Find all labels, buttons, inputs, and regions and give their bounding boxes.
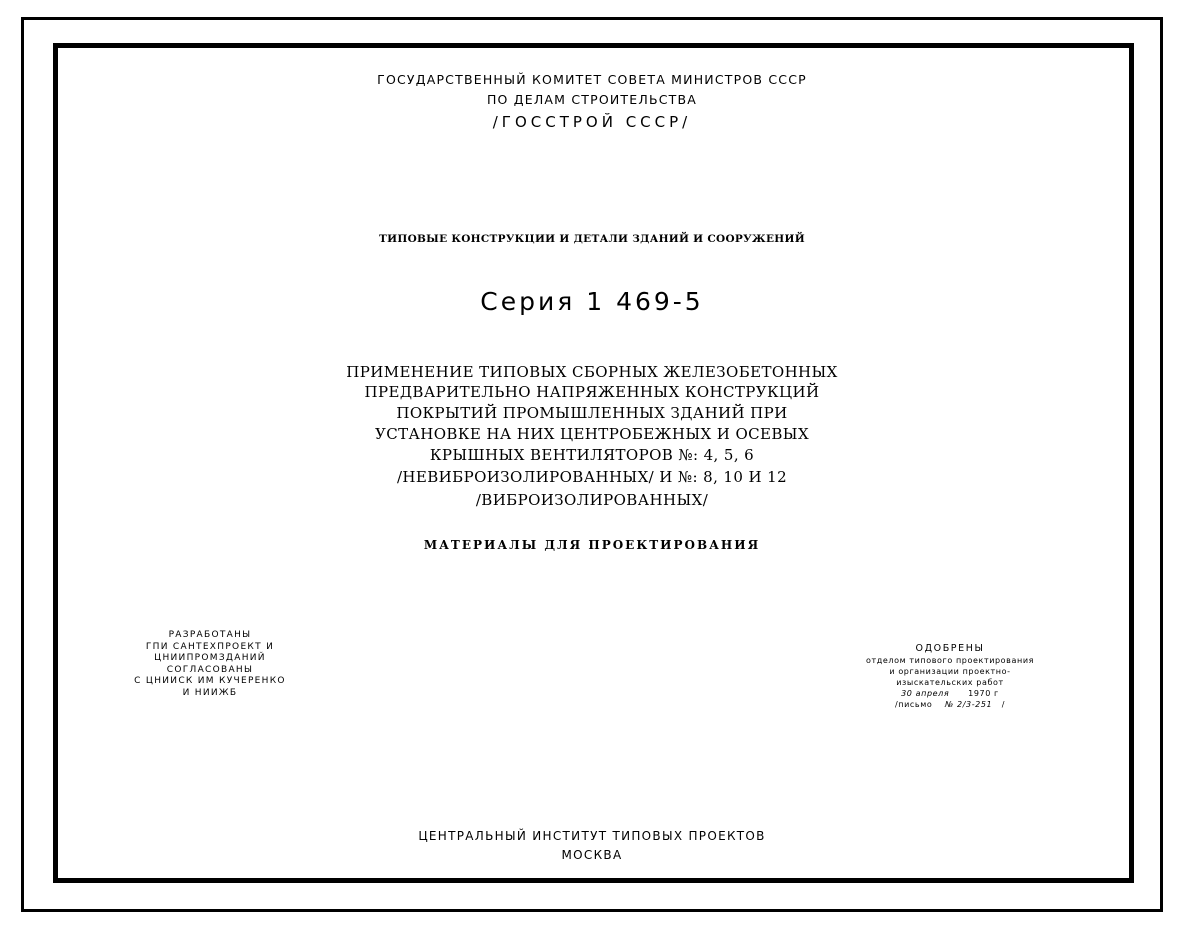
description-line: УСТАНОВКЕ НА НИХ ЦЕНТРОБЕЖНЫХ И ОСЕВЫХ [374,425,810,443]
description-line: ПОКРЫТИЙ ПРОМЫШЛЕННЫХ ЗДАНИЙ ПРИ [396,404,788,422]
approved-letter-close: / [1001,700,1005,709]
header-gosstroy: /ГОССТРОЙ СССР/ [492,113,692,131]
header-construction: ПО ДЕЛАМ СТРОИТЕЛЬСТВА [486,92,698,107]
description-line: КРЫШНЫХ ВЕНТИЛЯТОРОВ №: 4, 5, 6 [429,446,755,464]
description-line: ПРЕДВАРИТЕЛЬНО НАПРЯЖЕННЫХ КОНСТРУКЦИЙ [364,383,820,401]
developed-line: СОГЛАСОВАНЫ [166,664,254,675]
approved-block [800,643,1100,710]
footer-city: МОСКВА [561,848,623,862]
description-line: ПРИМЕНЕНИЕ ТИПОВЫХ СБОРНЫХ ЖЕЛЕЗОБЕТОННЫХ [346,363,838,381]
approved-date [800,688,1100,699]
materials-label: МАТЕРИАЛЫ ДЛЯ ПРОЕКТИРОВАНИЯ [423,538,761,552]
footer-institute: ЦЕНТРАЛЬНЫЙ ИНСТИТУТ ТИПОВЫХ ПРОЕКТОВ [418,829,766,843]
series-title: Серия 1 469-5 [480,287,704,316]
description-line: /ВИБРОИЗОЛИРОВАННЫХ/ [475,491,709,509]
approved-line: изыскательских работ [896,678,1004,687]
developed-line: ГПИ САНТЕХПРОЕКТ И [145,641,275,652]
approved-line: отделом типового проектирования [865,656,1035,665]
description-line: /НЕВИБРОИЗОЛИРОВАННЫХ/ И №: 8, 10 И 12 [396,468,788,486]
developed-block [70,630,350,699]
series-type: ТИПОВЫЕ КОНСТРУКЦИИ И ДЕТАЛИ ЗДАНИЙ И СООРУЖЕНИЙ [379,233,805,245]
approved-line: и организации проектно- [889,667,1011,676]
developed-line: ЦНИИПРОМЗДАНИЙ [154,653,266,663]
approved-date-year: 1970 г [968,689,999,698]
developed-line: И НИИЖБ [182,687,238,698]
header-committee: ГОСУДАРСТВЕННЫЙ КОМИТЕТ СОВЕТА МИНИСТРОВ СССР [377,72,807,87]
approved-letter [800,699,1100,710]
approved-letter-number: № 2/3-251 [944,700,993,709]
approved-date-day: 30 апреля [901,689,950,698]
approved-title: ОДОБРЕНЫ [915,643,985,654]
developed-line: С ЦНИИСК ИМ КУЧЕРЕНКО [134,676,286,686]
approved-letter-label: /письмо [895,700,933,709]
developed-title: РАЗРАБОТАНЫ [168,630,252,640]
